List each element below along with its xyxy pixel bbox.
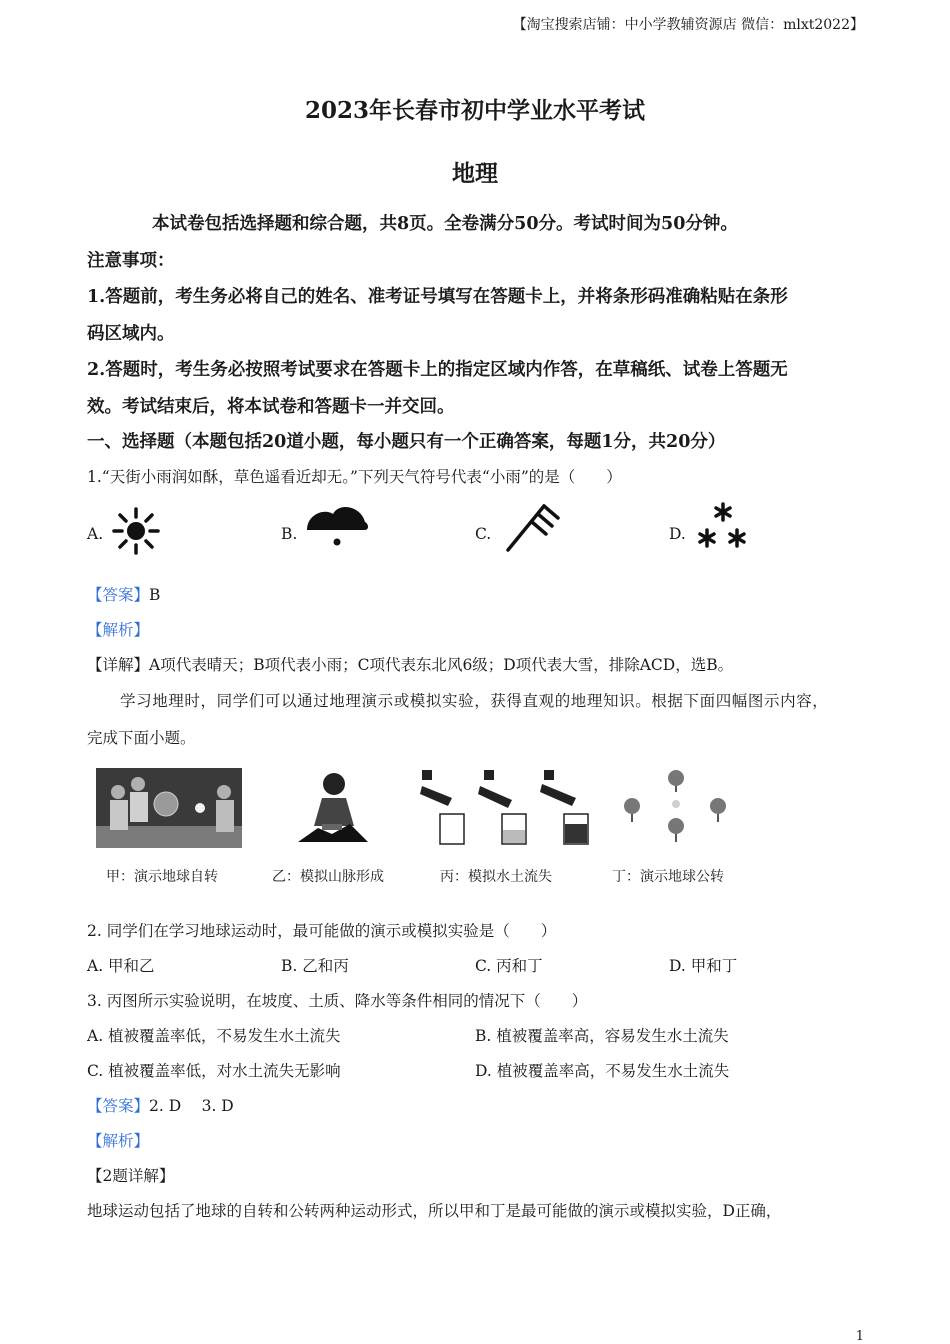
note1-line2: 码区域内。 bbox=[87, 324, 175, 344]
q1-option-b: B. bbox=[281, 525, 298, 543]
q23-answer-row bbox=[87, 1094, 234, 1116]
q1-option-a: A. bbox=[87, 525, 104, 543]
q1-stem: 1.“天街小雨润如酥，草色遥看近却无。”下列天气符号代表“小雨”的是（ ） bbox=[87, 468, 622, 486]
q23-analysis-tag: 【解析】 bbox=[87, 1132, 150, 1150]
caption-ding: 丁：演示地球公转 bbox=[612, 869, 724, 885]
note2-line1: 2.答题时，考生务必按照考试要求在答题卡上的指定区域内作答，在草稿纸、试卷上答题无 bbox=[87, 360, 788, 380]
q2-detail: 地球运动包括了地球的自转和公转两种运动形式，所以甲和丁是最可能做的演示或模拟实验，D正确， bbox=[87, 1202, 782, 1220]
caption-jia: 甲：演示地球自转 bbox=[106, 869, 218, 885]
q1-option-d: D. bbox=[669, 525, 686, 543]
snow-icon bbox=[695, 500, 751, 552]
q3-option-a: A. 植被覆盖率低，不易发生水土流失 bbox=[87, 1027, 341, 1045]
q2-detail-tag: 【2题详解】 bbox=[87, 1167, 175, 1185]
header-note: 【淘宝搜索店铺：中小学教辅资源店 微信：mlxt2022】 bbox=[512, 17, 864, 33]
notes-heading: 注意事项： bbox=[87, 251, 175, 271]
answer-tag: 【答案】 bbox=[87, 586, 150, 604]
q23-answer: 2. D 3. D bbox=[149, 1097, 234, 1115]
intro-line: 本试卷包括选择题和综合题，共8页。全卷满分50分。考试时间为50分钟。 bbox=[152, 214, 738, 234]
q3-option-d: D. 植被覆盖率高，不易发生水土流失 bbox=[475, 1062, 730, 1080]
exam-title: 2023年长春市初中学业水平考试 bbox=[304, 97, 645, 124]
section-heading: 一、选择题（本题包括20道小题，每小题只有一个正确答案，每题1分，共20分） bbox=[87, 432, 726, 452]
q3-option-b: B. 植被覆盖率高，容易发生水土流失 bbox=[475, 1027, 729, 1045]
figure-yi-mountain-formation bbox=[292, 768, 372, 848]
q2-option-c: C. 丙和丁 bbox=[475, 957, 543, 975]
q3-option-c: C. 植被覆盖率低，对水土流失无影响 bbox=[87, 1062, 341, 1080]
q1-answer-row bbox=[87, 583, 160, 605]
q1-analysis-tag: 【解析】 bbox=[87, 621, 150, 639]
sun-icon bbox=[110, 505, 162, 557]
q1-option-c: C. bbox=[475, 525, 492, 543]
passage-line1: 学习地理时，同学们可以通过地理演示或模拟实验，获得直观的地理知识。根据下面四幅图示内容， bbox=[120, 692, 829, 710]
note2-line2: 效。考试结束后，将本试卷和答题卡一并交回。 bbox=[87, 397, 455, 417]
note1-line1: 1.答题前，考生务必将自己的姓名、准考证号填写在答题卡上，并将条形码准确粘贴在条形 bbox=[87, 287, 788, 307]
q1-detail: 【详解】A项代表晴天；B项代表小雨；C项代表东北风6级；D项代表大雪，排除ACD，选B。 bbox=[87, 656, 734, 674]
q1-answer: B bbox=[149, 586, 161, 604]
figure-bing-soil-erosion bbox=[418, 768, 590, 848]
answer-tag: 【答案】 bbox=[87, 1097, 150, 1115]
q2-option-d: D. 甲和丁 bbox=[669, 957, 738, 975]
wind-icon bbox=[500, 500, 564, 556]
cloud-rain-icon bbox=[303, 500, 371, 552]
figure-ding-earth-revolution bbox=[618, 768, 738, 848]
page-number: 1 bbox=[855, 1329, 864, 1344]
passage-line2: 完成下面小题。 bbox=[87, 729, 196, 747]
caption-bing: 丙：模拟水土流失 bbox=[440, 869, 552, 885]
q2-stem: 2. 同学们在学习地球运动时，最可能做的演示或模拟实验是（ ） bbox=[87, 922, 557, 940]
caption-yi: 乙：模拟山脉形成 bbox=[272, 869, 384, 885]
subject-title: 地理 bbox=[452, 160, 498, 187]
figure-jia-earth-rotation bbox=[96, 768, 242, 848]
q2-option-a: A. 甲和乙 bbox=[87, 957, 155, 975]
q3-stem: 3. 丙图所示实验说明，在坡度、土质、降水等条件相同的情况下（ ） bbox=[87, 992, 588, 1010]
q2-option-b: B. 乙和丙 bbox=[281, 957, 349, 975]
